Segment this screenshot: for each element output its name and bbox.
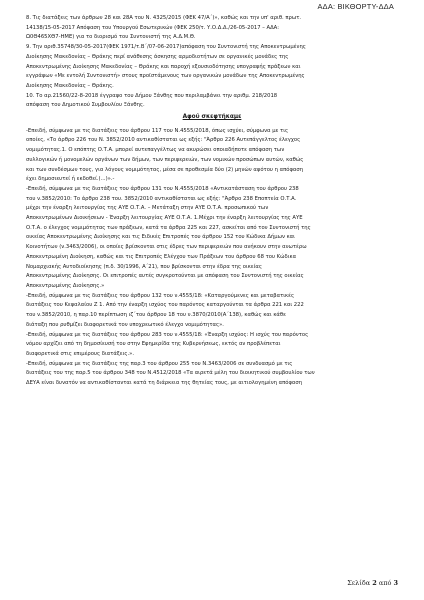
page-footer — [347, 579, 398, 587]
text-line: έχει δημοσιευτεί ή εκδοθεί.(...)».- — [26, 176, 115, 183]
text-line: Νομαρχιακής Αυτοδιοίκησης (π.δ. 30/1996, Α΄21), που βρίσκονται στην έδρα της οικείας — [26, 263, 262, 270]
paragraph-p5 — [26, 360, 398, 389]
text-line: Αποκεντρωμένης Διοίκησης.» — [26, 282, 105, 289]
text-line: 10. Το αρ.21560/22-8-2018 έγγραφο του Δήμου Ξάνθης που περιλαμβάνει την αριθμ. 218/2018 — [26, 92, 278, 99]
paragraph-p1 — [26, 127, 398, 185]
paragraph-p3 — [26, 292, 398, 331]
footer-middle: από — [376, 579, 394, 587]
text-line: του ν.3852/2010: Το άρθρο 238 του. 3852/2010 αντικαθίσταται ως εξής: "Άρθρο 238 Εποπτεία Ο.Τ.Α. — [26, 195, 297, 202]
text-line: οποίες, «Το άρθρο 226 του Ν. 3852/2010 αντικαθίσταται ως εξής: "Άρθρο 226 Αυτεπάγγελτος έλεγχος — [26, 137, 301, 144]
text-line: -Επειδή, σύμφωνα με τις διατάξεις της παρ.3 του άρθρου 255 του Ν.3463/2006 σε συνδυασμό με τις — [26, 360, 293, 367]
footer-current-page: 2 — [372, 579, 377, 587]
text-line: διατάξεις του Κεφαλαίου Ζ 1. Από την έναρξη ισχύος του παρόντος καταργούνται τα άρθρα 221 και 222 — [26, 302, 304, 309]
text-line: εγγράφων «Με εντολή Συντονιστή» στους προϊστάμενους των οργανικών μονάδων της Αποκεντρωμένης — [26, 73, 305, 80]
text-line: Αποκεντρωμένης Διοίκησης Μακεδονίας – Θράκης και παροχή εξουσιοδότησης υπογραφής πράξεων και — [26, 63, 301, 70]
text-line: Αποκεντρωμένης Διοίκησης. Οι επιτροπές αυτές συγκροτούνται με απόφαση του Συντονιστή της οικείας — [26, 273, 304, 280]
ada-code: ΑΔΑ: ΒΙΚΘΟΡΤΥ-ΔΔΑ — [317, 2, 394, 11]
item-8 — [26, 14, 398, 43]
section-heading: Αφού σκεφτήκαμε — [182, 114, 242, 121]
text-line: 9. Την αριθ.35748/30-05-2017(ΦΕΚ 1971/τ.Β΄/07-06-2017)απόφαση του Συντονιστή της Αποκεντρωμένης — [26, 44, 306, 51]
text-line: Ω0Θ465ΧΘ7-ΗΜΕ) για το διορισμό του Συντονιστή της Α.Δ.Μ.Θ. — [26, 34, 196, 41]
footer-prefix: Σελίδα — [347, 579, 373, 587]
text-line: -Επειδή, σύμφωνα με τις διατάξεις του άρθρου 117 του Ν.4555/2018, όπως ισχύει, σύμφωνα με τις — [26, 127, 289, 134]
text-line: Διοίκησης Μακεδονίας – Θράκης. — [26, 82, 114, 89]
text-line: Ο.Τ.Α. ο έλεγχος νομιμότητας των πράξεων, κατά τα άρθρα 225 και 227, ασκείται από τον Συντονιστή της — [26, 224, 311, 231]
text-line: οικείας Αποκεντρωμένης Διοίκησης και τις Ειδικές Επιτροπές του άρθρου 152 του Κώδικα Δήμων και — [26, 234, 295, 241]
text-line: απόφαση του Δημοτικού Συμβουλίου Ξάνθης. — [26, 102, 145, 109]
text-line: -Επειδή, σύμφωνα με τις διατάξεις του άρθρου 283 του ν.4555/18: «Έναρξη ισχύος: Η ισχύς του παρόντος — [26, 331, 309, 338]
text-line: διαφορετικά στις επιμέρους διατάξεις.». — [26, 350, 134, 357]
text-line: Διοίκησης Μακεδονίας – Θράκης περί ανάθεσης άσκησης αρμοδιοτήτων σε οργανικές μονάδες της — [26, 53, 289, 60]
text-line: -Επειδή, σύμφωνα με τις διατάξεις του άρθρου 131 του Ν.4555/2018 «Αντικατάσταση του άρθρου 238 — [26, 185, 299, 192]
text-line: μέχρι την έναρξη λειτουργίας της ΑΥΕ Ο.Τ.Α. – Μετάταξη στην ΑΥΕ Ο.Τ.Α. προσωπικού των — [26, 205, 269, 212]
text-line: Αποκεντρωμένων Διοικήσεων - Έναρξη λειτουργίας ΑΥΕ Ο.Τ.Α. 1.Μέχρι την έναρξη λειτουργίας της ΑΥΕ — [26, 215, 303, 222]
text-line: διατάξεις του της παρ.5 του άρθρου 348 του Ν.4512/2018 «Τα αιρετά μέλη του διοικητικού συμβουλίου των — [26, 370, 315, 377]
text-line: ΔΕΥΑ είναι δυνατόν να αντικαθίστανται κατά τη διάρκεια της θητείας τους, με αιτιολογημένη απόφαση — [26, 380, 303, 387]
text-line: 8. Τις διατάξεις των άρθρων 28 και 28Α του Ν. 4325/2015 (ΦΕΚ 47/Α΄)», καθώς και την υπ' αριθ. πρωτ. — [26, 15, 302, 21]
item-10 — [26, 92, 398, 111]
text-line: του ν.3852/2010, η παρ.10 περίπτωση ιζ΄του άρθρου 18 του ν.3870/2010(Α΄138), καθώς και κάθε — [26, 312, 286, 319]
paragraph-p4 — [26, 331, 398, 360]
item-9 — [26, 43, 398, 92]
text-line: Αποκεντρωμένη Διοίκηση, καθώς και τις Επιτροπές Ελέγχου των Πράξεων του άρθρου 68 του Κώδικα — [26, 253, 297, 260]
text-line: νόμου αρχίζει από τη δημοσίευσή του στην Εφημερίδα της Κυβερνήσεως, εκτός αν προβλέπεται — [26, 341, 281, 348]
text-line: διάταξη που ρυθμίζει διαφορετικά τον υποχρεωτικό έλεγχο νομιμότητας». — [26, 321, 224, 328]
text-line: -Επειδή, σύμφωνα με τις διατάξεις του άρθρου 132 του ν.4555/18: «Καταργούμενες και μεταβατικές — [26, 292, 295, 299]
reasoning-paragraphs — [26, 127, 398, 389]
document-body — [26, 14, 398, 389]
text-line: Κοινοτήτων (ν.3463/2006), οι οποίες βρίσκονται στις έδρες των περιφερειών που ανήκουν στην ανωτέρω — [26, 244, 307, 251]
text-line: νομιμότητας.1. Ο επόπτης Ο.Τ.Α. μπορεί αυτεπαγγέλτως να ακυρώσει οποιαδήποτε απόφαση των — [26, 147, 285, 154]
paragraph-p2 — [26, 185, 398, 292]
text-line: 14138/15-05-2017 Απόφαση του Υπουργού Εσωτερικών (ΦΕΚ 250/τ. Υ.Ο.Δ.Δ./26-05-2017 – ΑΔΑ: — [26, 24, 280, 31]
text-line: και των συνδέσμων τους, για λόγους νομιμότητας, μέσα σε προθεσμία δύο (2) μηνών αφότου η απόφαση — [26, 166, 304, 173]
considerations-list — [26, 14, 398, 111]
text-line: συλλογικών ή μονομελών οργάνων των δήμων, των περιφερειών, των νομικών προσώπων αυτών, καθώς — [26, 156, 304, 163]
footer-total-pages: 3 — [393, 579, 398, 587]
